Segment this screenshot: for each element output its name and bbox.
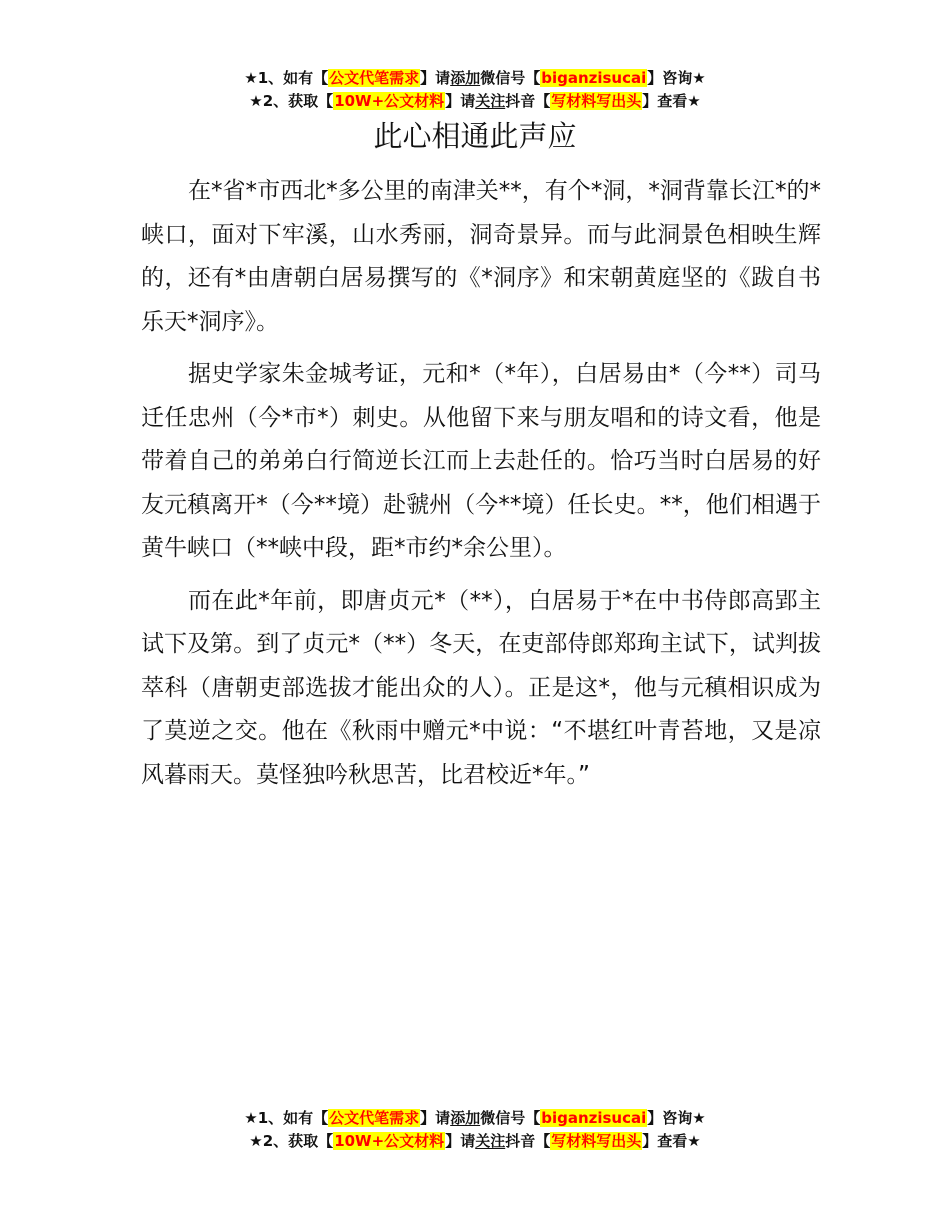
document-body bbox=[141, 170, 821, 806]
promo-line-1 bbox=[0, 1107, 950, 1130]
promo-underlined: 添加 bbox=[450, 69, 481, 87]
promo-text: ★1、如有【 bbox=[244, 1109, 329, 1127]
paragraph-3: 而在此*年前，即唐贞元*（**），白居易于*在中书侍郎高郢主试下及第。到了贞元*（**）冬天，在吏部侍郎郑珣主试下，试判拔萃科（唐朝吏部选拔才能出众的人）。正是这*，他与元稹相识成为了莫逆之交。他在《秋雨中赠元*中说：“不堪红叶青苔地，又是凉风暮雨天。莫怪独吟秋思苦，比君校近*年。” bbox=[141, 587, 821, 788]
promo-text: 】查看★ bbox=[642, 1132, 701, 1150]
promo-highlight: 10W+公文材料 bbox=[334, 92, 445, 110]
promo-underlined: 关注 bbox=[475, 92, 506, 110]
paragraph-2: 据史学家朱金城考证，元和*（*年），白居易由*（今**）司马迁任忠州（今*市*）刺史。从他留下来与朋友唱和的诗文看，他是带着自己的弟弟白行简逆长江而上去赴任的。恰巧当时白居易的好友元稹离开*（今**境）赴虢州（今**境）任长史。**，他们相遇于黄牛峡口（**峡中段，距*市约*余公里）。 bbox=[141, 361, 821, 561]
header-promo-banner bbox=[0, 67, 950, 113]
promo-text: ★1、如有【 bbox=[244, 69, 329, 87]
promo-text: 】请 bbox=[445, 92, 476, 110]
promo-highlight: 10W+公文材料 bbox=[334, 1132, 445, 1150]
promo-text: 】请 bbox=[445, 1132, 476, 1150]
promo-text: 抖音【 bbox=[505, 1132, 551, 1150]
promo-text: 】查看★ bbox=[642, 92, 701, 110]
footer-promo-banner bbox=[0, 1107, 950, 1153]
promo-text: 微信号【 bbox=[480, 1109, 541, 1127]
promo-underlined: 添加 bbox=[450, 1109, 481, 1127]
paragraph-1: 在*省*市西北*多公里的南津关**，有个*洞，*洞背靠长江*的*峡口，面对下牢溪，山水秀丽，洞奇景异。而与此洞景色相映生辉的，还有*由唐朝白居易撰写的《*洞序》和宋朝黄庭坚的《跋自书乐天*洞序》。 bbox=[141, 178, 821, 335]
promo-text: 抖音【 bbox=[505, 92, 551, 110]
promo-text: 】咨询★ bbox=[647, 69, 706, 87]
promo-highlight: 公文代笔需求 bbox=[329, 1109, 420, 1127]
promo-wechat-id: biganzisucai bbox=[541, 69, 647, 87]
promo-text: 】请 bbox=[420, 69, 451, 87]
promo-wechat-id: biganzisucai bbox=[541, 1109, 647, 1127]
promo-text: ★2、获取【 bbox=[249, 1132, 334, 1150]
promo-douyin-id: 写材料写出头 bbox=[551, 1132, 642, 1150]
promo-text: 】请 bbox=[420, 1109, 451, 1127]
promo-text: 】咨询★ bbox=[647, 1109, 706, 1127]
promo-douyin-id: 写材料写出头 bbox=[551, 92, 642, 110]
promo-text: 微信号【 bbox=[480, 69, 541, 87]
promo-line-2 bbox=[0, 1130, 950, 1153]
document-title: 此心相通此声应 bbox=[373, 119, 577, 153]
promo-text: ★2、获取【 bbox=[249, 92, 334, 110]
promo-highlight: 公文代笔需求 bbox=[329, 69, 420, 87]
promo-line-2 bbox=[0, 90, 950, 113]
promo-underlined: 关注 bbox=[475, 1132, 506, 1150]
promo-line-1 bbox=[0, 67, 950, 90]
